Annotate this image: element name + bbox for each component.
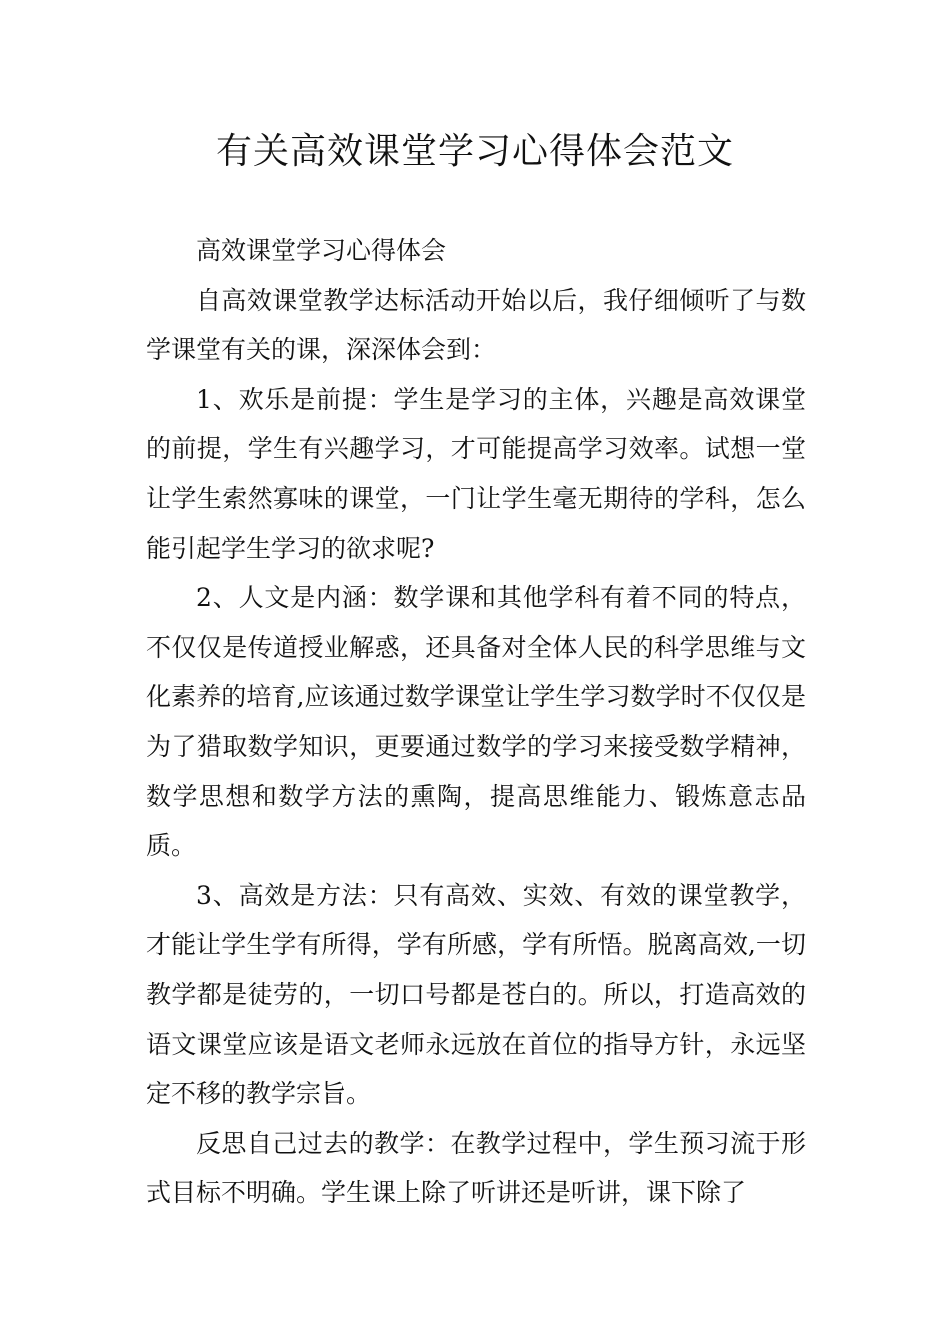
point-2-paragraph: 2、人文是内涵：数学课和其他学科有着不同的特点，不仅仅是传道授业解惑，还具备对全体人民的科学思维与文化素养的培育,应该通过数学课堂让学生学习数学时不仅仅是为了猎取数学知识，更要通过数学的学习来接受数学精神，数学思想和数学方法的熏陶，提高思维能力、锻炼意志品质。	[146, 583, 806, 861]
document-body	[146, 226, 806, 1218]
reflection-paragraph: 反思自己过去的教学：在教学过程中，学生预习流于形式目标不明确。学生课上除了听讲还是听讲，课下除了	[146, 1128, 806, 1208]
subtitle-paragraph: 高效课堂学习心得体会	[196, 236, 447, 265]
point-3-paragraph: 3、高效是方法：只有高效、实效、有效的课堂教学，才能让学生学有所得，学有所感，学有所悟。脱离高效,一切教学都是徒劳的，一切口号都是苍白的。所以，打造高效的语文课堂应该是语文老师永远放在首位的指导方针，永远坚定不移的教学宗旨。	[146, 880, 806, 1109]
intro-paragraph: 自高效课堂教学达标活动开始以后，我仔细倾听了与数学课堂有关的课，深深体会到：	[146, 285, 806, 365]
document-title: 有关高效课堂学习心得体会范文	[215, 131, 734, 172]
point-1-paragraph: 1、欢乐是前提：学生是学习的主体，兴趣是高效课堂的前提，学生有兴趣学习，才可能提高学习效率。试想一堂让学生索然寡味的课堂，一门让学生毫无期待的学科，怎么能引起学生学习的欲求呢?	[146, 384, 806, 563]
